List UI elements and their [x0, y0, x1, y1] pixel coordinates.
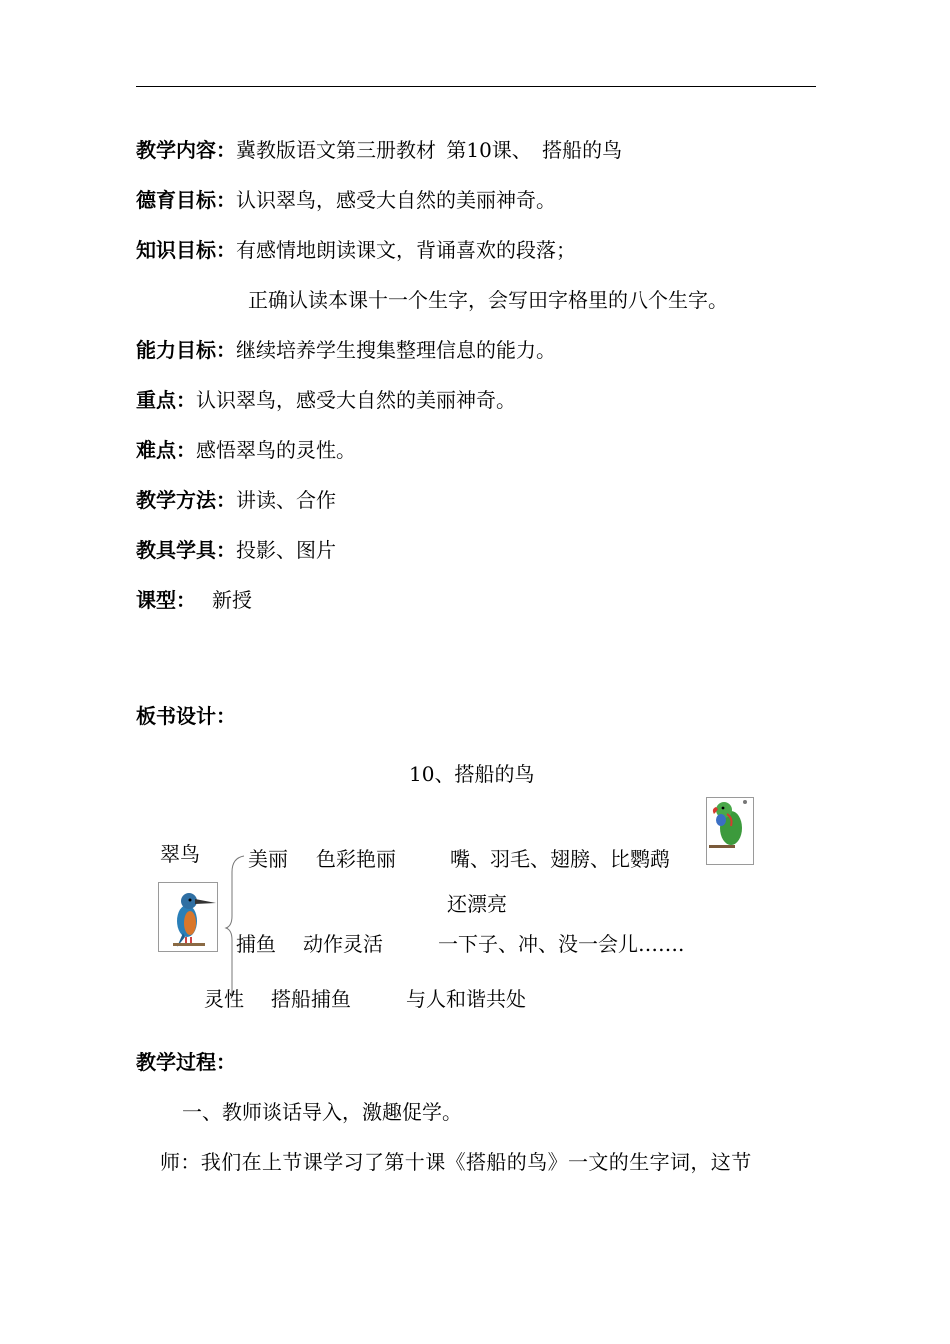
info-label: 能力目标： — [136, 338, 236, 362]
info-value: 认识翠鸟，感受大自然的美丽神奇。 — [196, 388, 516, 412]
brace-icon — [222, 850, 246, 1000]
info-label: 难点： — [136, 438, 196, 462]
board-row2-c: 一下子、冲、没一会儿……. — [438, 932, 685, 956]
info-value: 继续培养学生搜集整理信息的能力。 — [236, 338, 556, 362]
info-knowledge-goal — [136, 236, 576, 264]
info-moral-goal — [136, 186, 556, 214]
board-row3-c: 与人和谐共处 — [406, 987, 526, 1011]
info-label: 教学方法： — [136, 488, 236, 512]
info-difficulty — [136, 436, 356, 464]
board-row1-a: 美丽 — [248, 847, 288, 871]
info-label: 德育目标： — [136, 188, 236, 212]
info-value: 讲读、合作 — [236, 488, 336, 512]
process-step1: 一、教师谈话导入，激趣促学。 — [182, 1100, 462, 1124]
info-value: 新授 — [212, 588, 252, 612]
parrot-image — [706, 797, 754, 865]
info-label: 教学内容： — [136, 138, 236, 162]
info-label: 教具学具： — [136, 538, 236, 562]
board-title: 10、搭船的鸟 — [409, 762, 535, 786]
kingfisher-image — [158, 882, 218, 952]
info-value: 正确认读本课十一个生字，会写田字格里的八个生字。 — [248, 288, 728, 312]
board-row2-a: 捕鱼 — [236, 932, 276, 956]
process-heading: 教学过程： — [136, 1050, 236, 1074]
info-value: 投影、图片 — [236, 538, 336, 562]
info-value: 认识翠鸟，感受大自然的美丽神奇。 — [236, 188, 556, 212]
board-row1-b: 色彩艳丽 — [316, 847, 396, 871]
board-subject: 翠鸟 — [160, 842, 200, 866]
info-ability-goal — [136, 336, 556, 364]
header-rule — [136, 86, 816, 87]
info-method — [136, 486, 336, 514]
info-tools — [136, 536, 336, 564]
info-lesson-type — [136, 586, 252, 614]
info-value: 感悟翠鸟的灵性。 — [196, 438, 356, 462]
info-value: 冀教版语文第三册教材 第10课、 搭船的鸟 — [236, 138, 623, 162]
info-label: 课型： — [136, 588, 196, 612]
process-paragraph: 师：我们在上节课学习了第十课《搭船的鸟》一文的生字词，这节 — [160, 1150, 752, 1174]
board-heading: 板书设计： — [136, 704, 236, 728]
info-content — [136, 136, 622, 164]
board-row3-b: 搭船捕鱼 — [271, 987, 351, 1011]
info-label: 重点： — [136, 388, 196, 412]
info-label: 知识目标： — [136, 238, 236, 262]
board-row1-c: 嘴、羽毛、翅膀、比鹦鹉 — [450, 847, 670, 871]
info-value: 有感情地朗读课文，背诵喜欢的段落； — [236, 238, 576, 262]
info-key-point — [136, 386, 516, 414]
info-knowledge-goal-cont — [248, 286, 728, 314]
board-row3-a: 灵性 — [204, 987, 244, 1011]
board-row2-b: 动作灵活 — [303, 932, 383, 956]
board-row1-d: 还漂亮 — [447, 892, 507, 916]
